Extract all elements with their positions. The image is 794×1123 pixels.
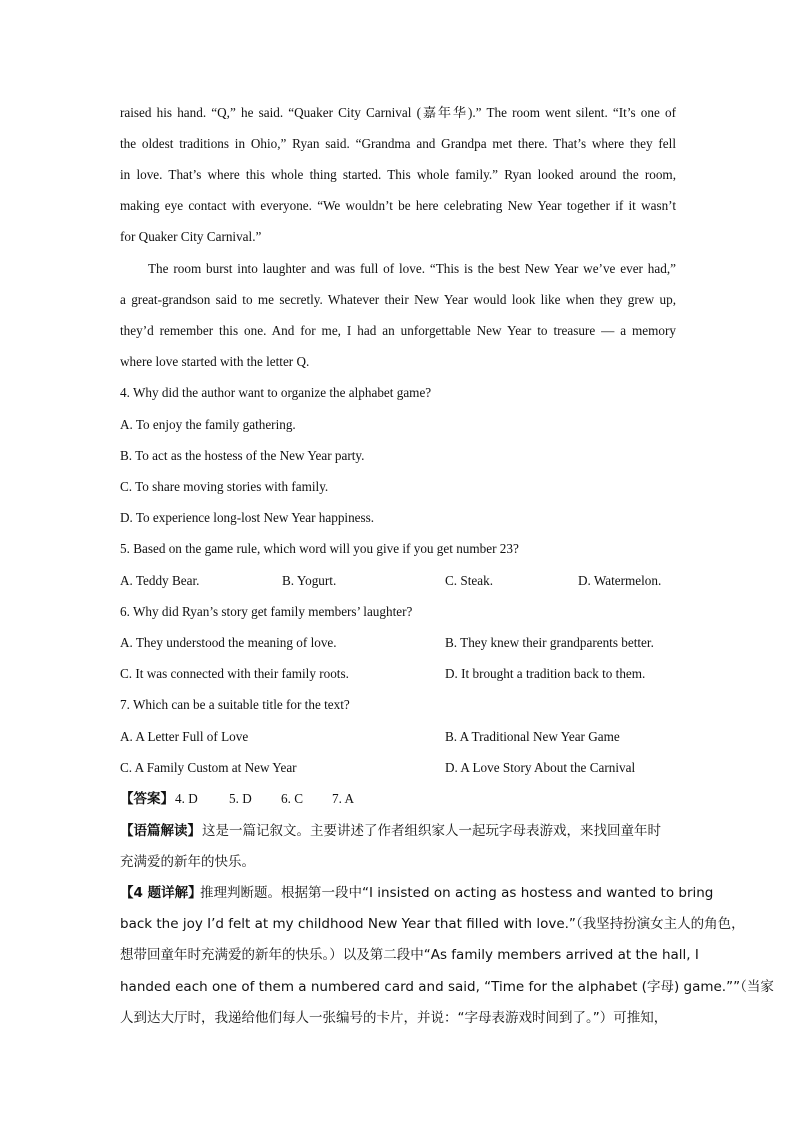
answer-label: 【答案】 bbox=[120, 791, 174, 807]
question-option: C. To share moving stories with family. bbox=[120, 479, 329, 494]
analysis-label: 【语篇解读】 bbox=[120, 823, 201, 839]
question-option: D. Watermelon. bbox=[578, 573, 662, 588]
question-option: C. It was connected with their family roots. bbox=[120, 666, 349, 681]
passage-line: in love. That’s where this whole thing started. This whole family.” Ryan looked around the room, bbox=[120, 167, 676, 182]
question-option: A. To enjoy the family gathering. bbox=[120, 417, 296, 432]
passage-line: raised his hand. “Q,” he said. “Quaker City Carnival (嘉年华).” The room went silent. “It’s one of bbox=[120, 105, 676, 120]
question-option: C. A Family Custom at New Year bbox=[120, 760, 297, 775]
passage-line: for Quaker City Carnival.” bbox=[120, 229, 262, 244]
passage-line: a great-grandson said to me secretly. Whatever their New Year would look like when they grew up, bbox=[120, 292, 676, 307]
passage-line: where love started with the letter Q. bbox=[120, 354, 310, 369]
question-option: D. It brought a tradition back to them. bbox=[445, 666, 646, 681]
passage-line: the oldest traditions in Ohio,” Ryan said. “Grandma and Grandpa met there. That’s where they fell bbox=[120, 136, 676, 151]
question-stem: 6. Why did Ryan’s story get family members’ laughter? bbox=[120, 604, 413, 619]
detail-text: 推理判断题。根据第一段中“I insisted on acting as hostess and wanted to bring bbox=[200, 885, 714, 901]
question-option: B. Yogurt. bbox=[282, 573, 337, 588]
detail-label: 【4 题详解】 bbox=[120, 885, 202, 901]
answer-value: 7. A bbox=[332, 791, 354, 806]
analysis-text: 充满爱的新年的快乐。 bbox=[120, 854, 255, 870]
question-stem: 7. Which can be a suitable title for the text? bbox=[120, 697, 350, 712]
question-option: B. They knew their grandparents better. bbox=[445, 635, 654, 650]
question-option: B. A Traditional New Year Game bbox=[445, 729, 620, 744]
question-stem: 5. Based on the game rule, which word will you give if you get number 23? bbox=[120, 541, 519, 556]
detail-text: 人到达大厅时，我递给他们每人一张编号的卡片，并说：“字母表游戏时间到了。”）可推知， bbox=[120, 1010, 668, 1026]
detail-text: 想带回童年时充满爱的新年的快乐。）以及第二段中“As family members arrived at the hall, I bbox=[120, 947, 699, 963]
answer-value: 6. C bbox=[281, 791, 303, 806]
answer-value: 4. D bbox=[175, 791, 198, 806]
answer-value: 5. D bbox=[229, 791, 252, 806]
detail-text: handed each one of them a numbered card and said, “Time for the alphabet (字母) game.””（当家 bbox=[120, 979, 774, 995]
question-option: B. To act as the hostess of the New Year party. bbox=[120, 448, 365, 463]
analysis-text: 这是一篇记叙文。主要讲述了作者组织家人一起玩字母表游戏，来找回童年时 bbox=[202, 823, 661, 839]
question-option: C. Steak. bbox=[445, 573, 493, 588]
passage-line: they’d remember this one. And for me, I had an unforgettable New Year to treasure — a memory bbox=[120, 323, 676, 338]
question-option: A. They understood the meaning of love. bbox=[120, 635, 337, 650]
detail-text: back the joy I’d felt at my childhood New Year that filled with love.”（我坚持扮演女主人的角色， bbox=[120, 916, 745, 932]
passage-line: The room burst into laughter and was full of love. “This is the best New Year we’ve ever had,” bbox=[148, 261, 676, 276]
question-option: A. A Letter Full of Love bbox=[120, 729, 249, 744]
passage-line: making eye contact with everyone. “We wouldn’t be here celebrating New Year together if it wasn’t bbox=[120, 198, 676, 213]
question-option: A. Teddy Bear. bbox=[120, 573, 200, 588]
question-option: D. A Love Story About the Carnival bbox=[445, 760, 636, 775]
question-option: D. To experience long-lost New Year happiness. bbox=[120, 510, 375, 525]
question-stem: 4. Why did the author want to organize the alphabet game? bbox=[120, 385, 432, 400]
